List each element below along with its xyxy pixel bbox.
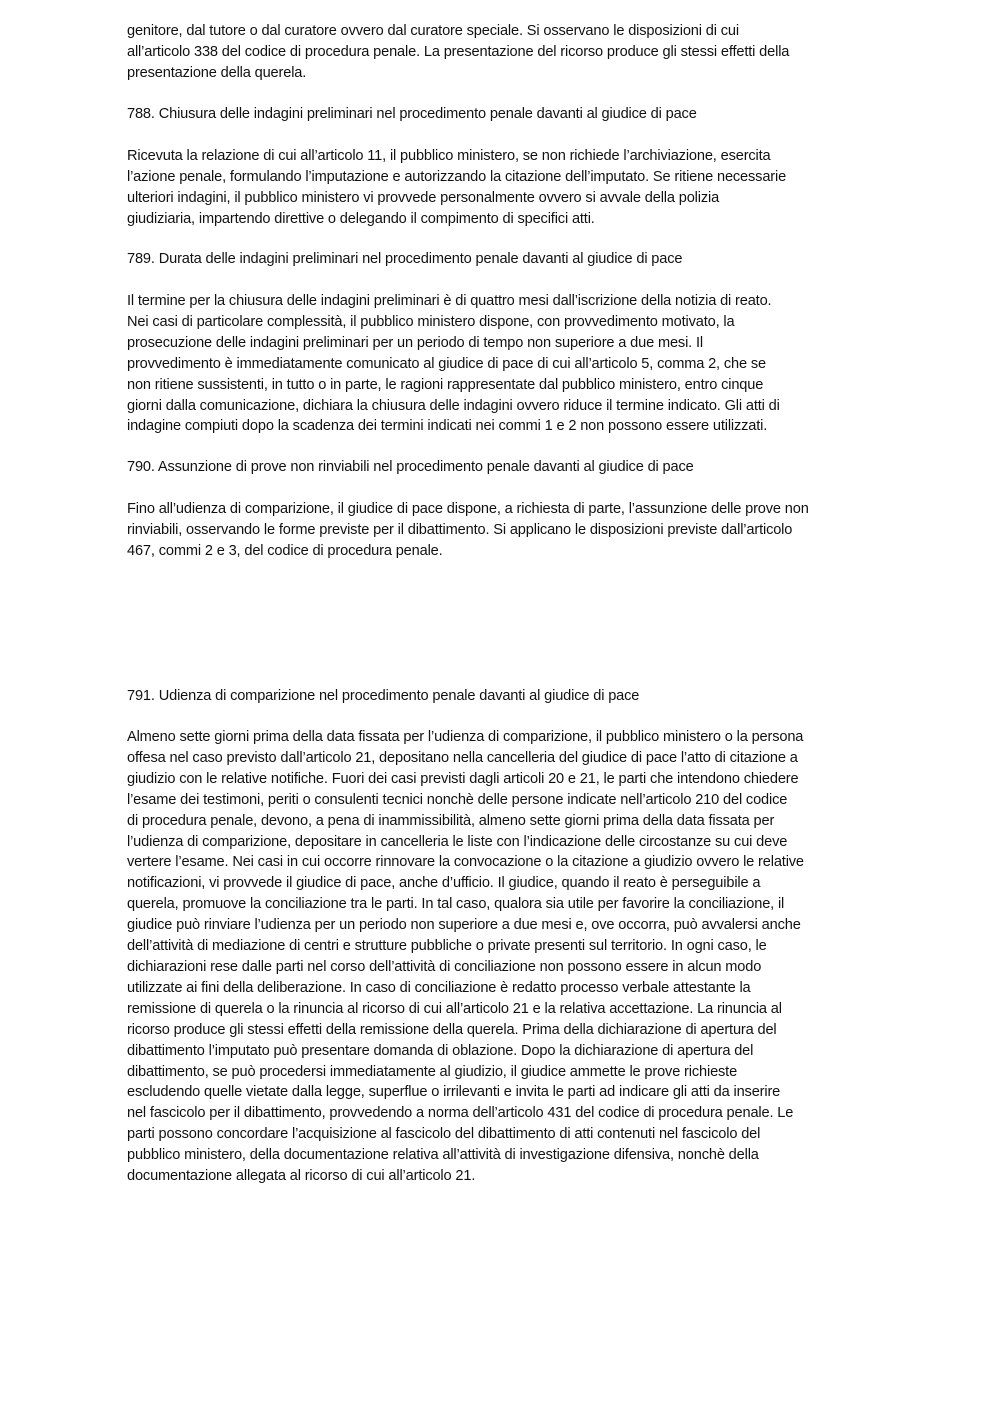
- text-line: ulteriori indagini, il pubblico ministero vi provvede personalmente ovvero si avvale della polizia: [127, 189, 720, 206]
- text-line: Il termine per la chiusura delle indagini preliminari è di quattro mesi dall’iscrizione della notizia di reato.: [127, 293, 772, 309]
- text-line: nel fascicolo per il dibattimento, provvedendo a norma dell’articolo 431 del codice di procedura penale. Le: [127, 1105, 794, 1122]
- text-line: offesa nel caso previsto dall’articolo 21, depositano nella cancelleria del giudice di pace l’atto di citazione a: [127, 749, 798, 766]
- text-line: Ricevuta la relazione di cui all’articolo 11, il pubblico ministero, se non richiede l’archiviazione, esercita: [127, 148, 771, 164]
- text-line: dibattimento l’imputato può presentare domanda di oblazione. Dopo la dichiarazione di apertura del: [127, 1042, 754, 1059]
- text-line: l’udienza di comparizione, depositare in cancelleria le liste con l’indicazione delle circostanze su cui deve: [127, 833, 788, 850]
- text-line: all’articolo 338 del codice di procedura penale. La presentazione del ricorso produce gli stessi effetti della: [127, 43, 790, 60]
- text-line: vertere l’esame. Nei casi in cui occorre rinnovare la convocazione o la citazione a giudizio ovvero le relative: [127, 854, 804, 871]
- text-line: notificazioni, vi provvede il giudice di pace, anche d’ufficio. Il giudice, quando il reato è perseguibile a: [127, 875, 761, 892]
- heading-line: 789. Durata delle indagini preliminari nel procedimento penale davanti al giudice di pace: [127, 251, 683, 267]
- article-788-heading: [127, 104, 873, 125]
- text-line: l’azione penale, formulando l’imputazione e autorizzando la citazione dell’imputato. Se ritiene necessarie: [127, 168, 787, 185]
- text-line: pubblico ministero, della documentazione relativa all’attività di investigazione difensiva, nonchè della: [127, 1147, 759, 1164]
- article-791-body: [127, 727, 873, 1187]
- text-line: rinviabili, osservando le forme previste per il dibattimento. Si applicano le disposizioni previste dall’articolo: [127, 521, 793, 538]
- text-line: remissione di querela o la rinuncia al ricorso di cui all’articolo 21 e la relativa accettazione. La rinuncia al: [127, 1000, 782, 1017]
- text-line: utilizzate ai fini della deliberazione. In caso di conciliazione è redatto processo verbale attestante la: [127, 979, 751, 996]
- text-line: giudice può rinviare l’udienza per un periodo non superiore a due mesi e, ove occorra, può avvalersi anche: [127, 917, 801, 934]
- article-790-body: [127, 499, 873, 562]
- text-line: Nei casi di particolare complessità, il pubblico ministero dispone, con provvedimento motivato, la: [127, 313, 735, 330]
- text-line: presentazione della querela.: [127, 64, 307, 81]
- text-line: indagine compiuti dopo la scadenza dei termini indicati nei commi 1 e 2 non possono essere utilizzati.: [127, 418, 768, 435]
- article-788-body: [127, 146, 873, 230]
- text-line: ricorso produce gli stessi effetti della remissione della querela. Prima della dichiarazione di apertura del: [127, 1021, 777, 1038]
- text-line: non ritiene sussistenti, in tutto o in parte, le ragioni rappresentate dal pubblico ministero, entro cinque: [127, 376, 764, 393]
- paragraph-intro-continuation: [127, 21, 873, 84]
- text-line: dichiarazioni rese dalle parti nel corso dell’attività di conciliazione non possono essere in alcun modo: [127, 958, 762, 975]
- heading-line: 790. Assunzione di prove non rinviabili nel procedimento penale davanti al giudice di pace: [127, 459, 694, 475]
- heading-line: 788. Chiusura delle indagini preliminari nel procedimento penale davanti al giudice di pace: [127, 106, 697, 122]
- text-line: dell’attività di mediazione di centri e strutture pubbliche o private presenti sul territorio. In ogni caso, le: [127, 938, 767, 955]
- text-line: provvedimento è immediatamente comunicato al giudice di pace di cui all’articolo 5, comma 2, che se: [127, 355, 766, 372]
- article-790-heading: [127, 457, 873, 478]
- text-line: genitore, dal tutore o dal curatore ovvero dal curatore speciale. Si osservano le disposizioni di cui: [127, 23, 739, 39]
- text-line: di procedura penale, devono, a pena di inammissibilità, almeno sette giorni prima della data fissata per: [127, 812, 775, 829]
- text-line: 467, commi 2 e 3, del codice di procedura penale.: [127, 542, 443, 559]
- text-line: parti possono concordare l’acquisizione al fascicolo del dibattimento di atti contenuti nel fascicolo del: [127, 1126, 761, 1143]
- article-791-heading: [127, 686, 873, 707]
- text-line: prosecuzione delle indagini preliminari per un periodo di tempo non superiore a due mesi. Il: [127, 334, 703, 351]
- text-line: Almeno sette giorni prima della data fissata per l’udienza di comparizione, il pubblico ministero o la persona: [127, 729, 804, 745]
- text-line: documentazione allegata al ricorso di cui all’articolo 21.: [127, 1168, 476, 1185]
- text-line: l’esame dei testimoni, periti o consulenti tecnici nonchè delle persone indicate nell’articolo 210 del codice: [127, 791, 788, 808]
- text-line: giudiziaria, impartendo direttive o delegando il compimento di specifici atti.: [127, 210, 595, 227]
- article-789-heading: [127, 249, 873, 270]
- article-789-body: [127, 291, 873, 437]
- text-line: dibattimento, se può procedersi immediatamente al giudizio, il giudice ammette le prove richieste: [127, 1063, 738, 1080]
- text-line: querela, promuove la conciliazione tra le parti. In tal caso, qualora sia utile per favorire la conciliazione, il: [127, 896, 785, 913]
- heading-line: 791. Udienza di comparizione nel procedimento penale davanti al giudice di pace: [127, 688, 640, 704]
- text-line: Fino all’udienza di comparizione, il giudice di pace dispone, a richiesta di parte, l’assunzione delle prove non: [127, 501, 809, 517]
- text-line: giorni dalla comunicazione, dichiara la chiusura delle indagini ovvero riduce il termine indicato. Gli atti di: [127, 397, 780, 414]
- text-line: escludendo quelle vietate dalla legge, superflue o irrilevanti e invita le parti ad indicare gli atti da inserire: [127, 1084, 781, 1101]
- text-line: giudizio con le relative notifiche. Fuori dei casi previsti dagli articoli 20 e 21, le parti che intendono chiedere: [127, 770, 799, 787]
